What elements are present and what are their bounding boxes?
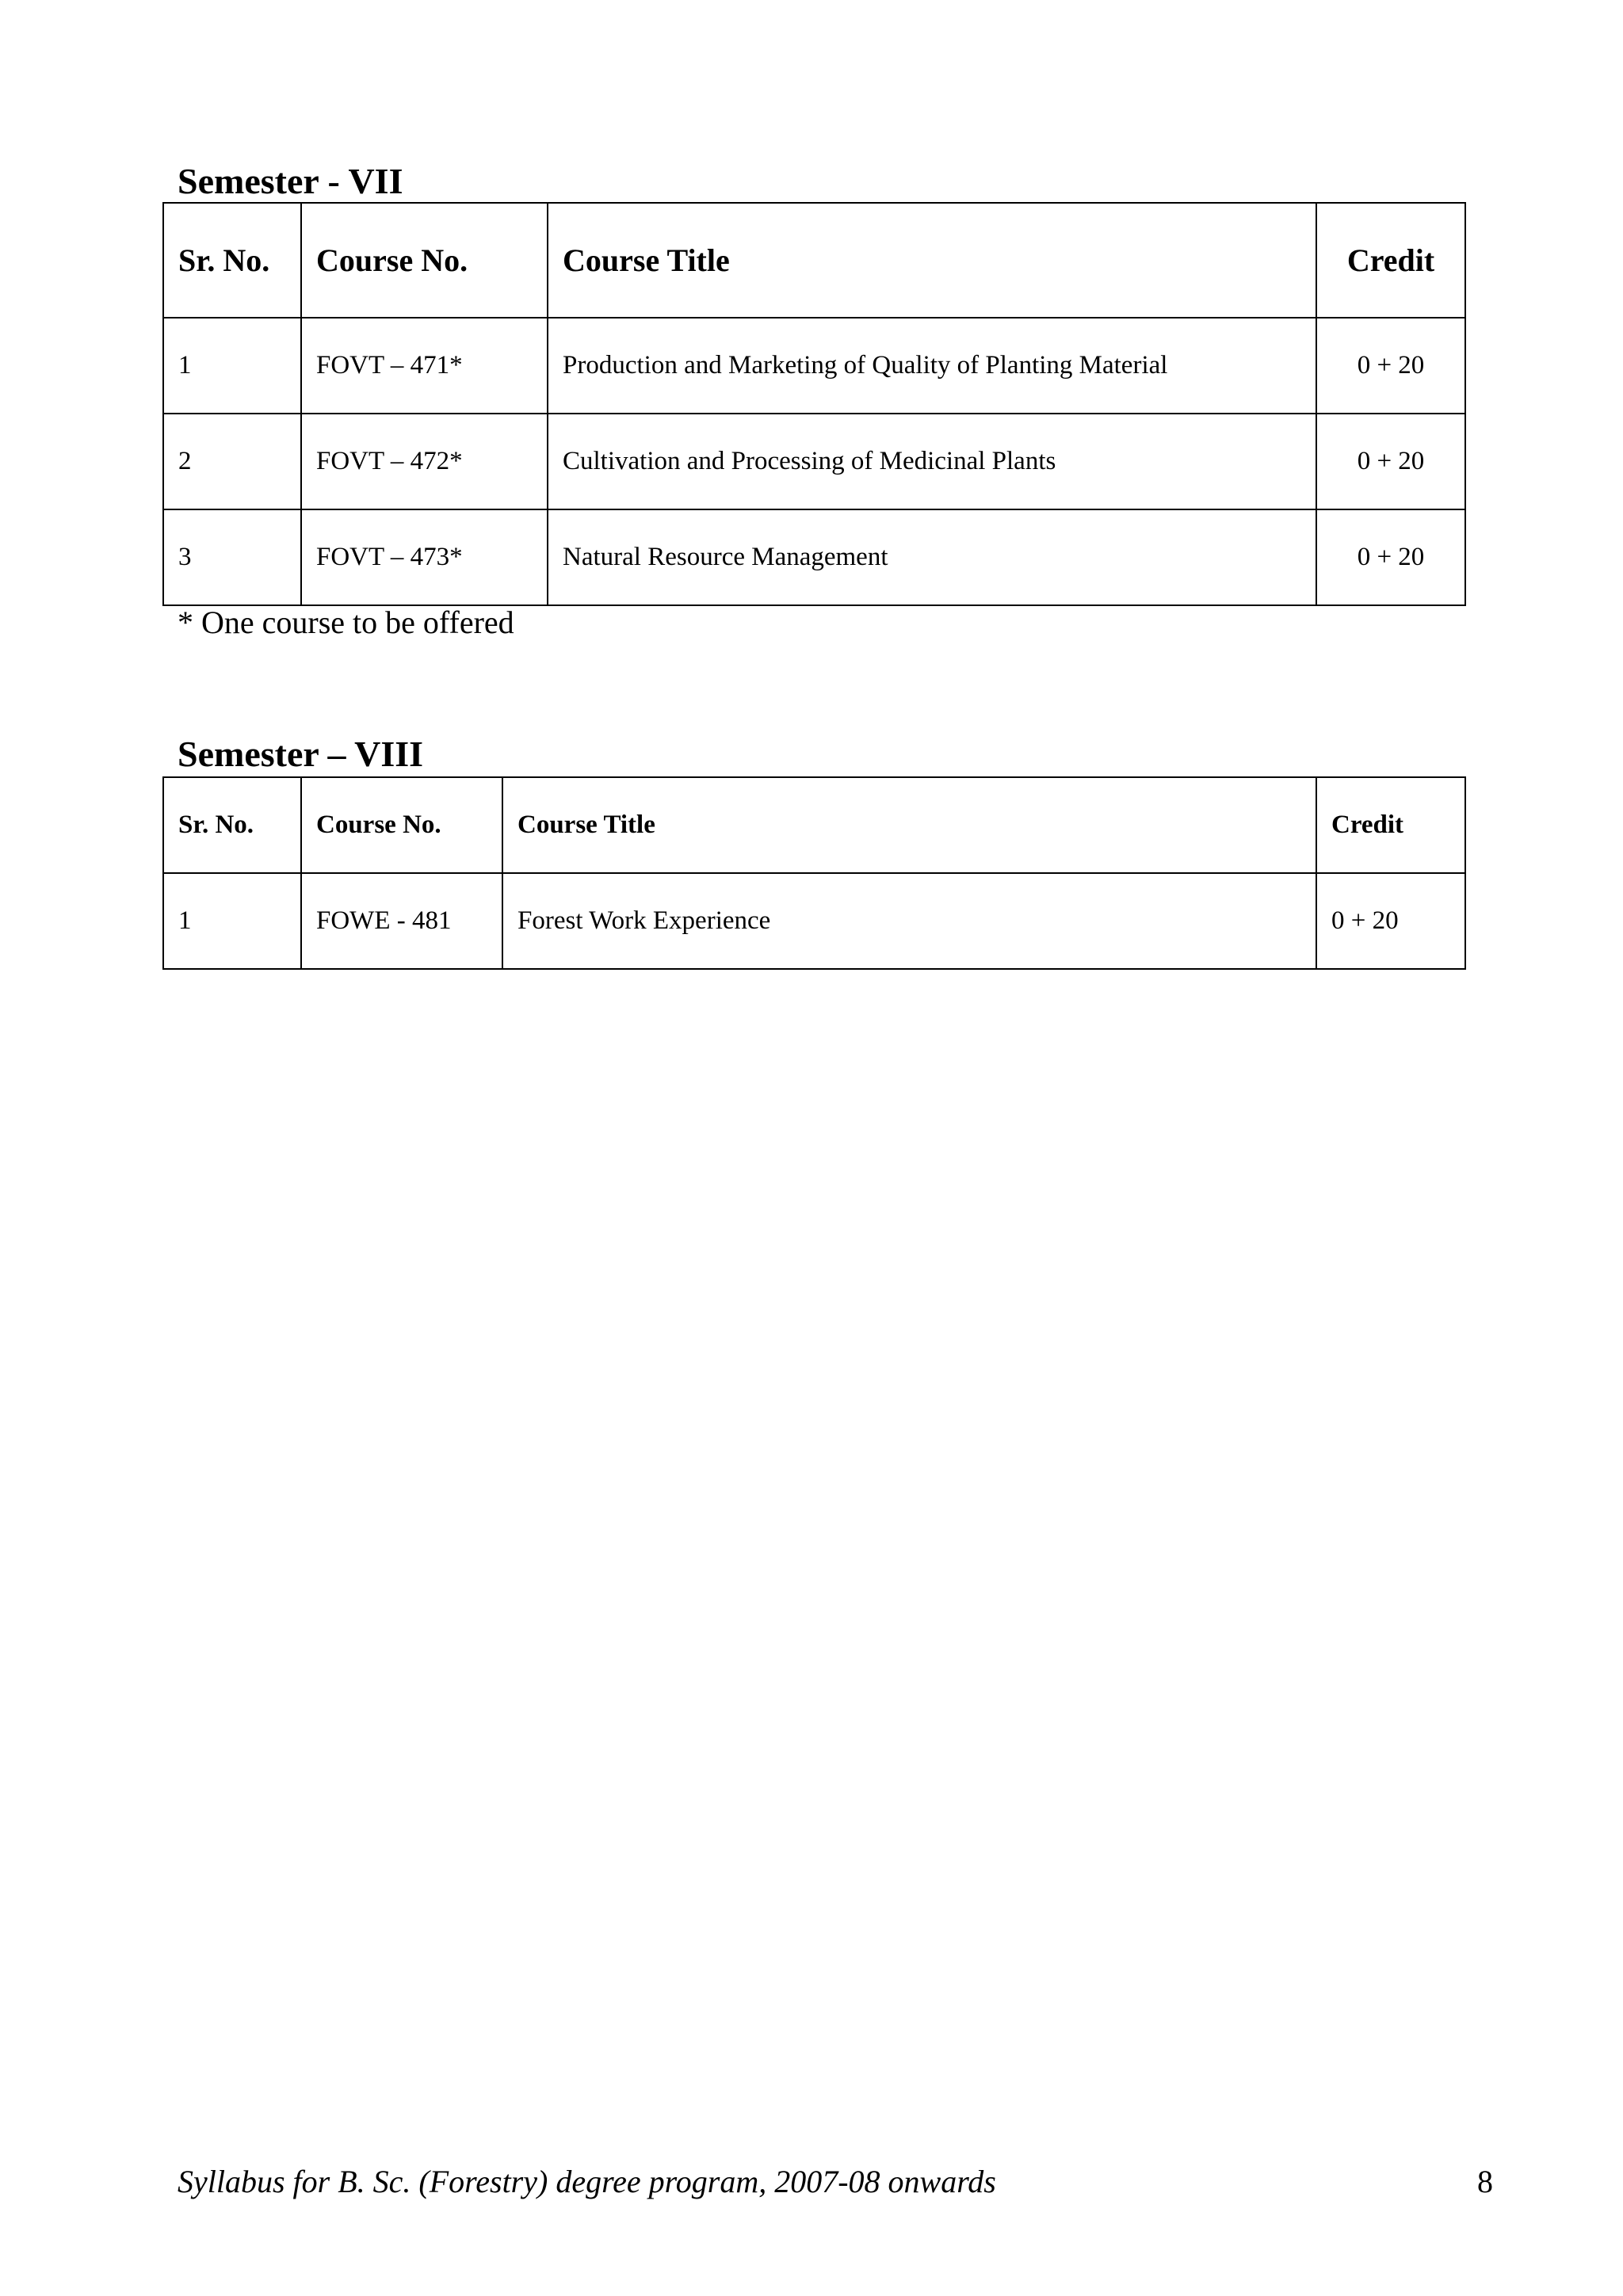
sr-no-cell: 3 xyxy=(163,509,301,605)
course-title-cell: Natural Resource Management xyxy=(548,509,1316,605)
semester-7-course-table xyxy=(162,202,1466,606)
sr-no-cell: 2 xyxy=(163,414,301,509)
table-row xyxy=(163,318,1465,414)
table-header-row xyxy=(163,203,1465,318)
credit-cell: 0 + 20 xyxy=(1316,414,1465,509)
column-header-sr-no: Sr. No. xyxy=(163,203,301,318)
table-header-row xyxy=(163,777,1465,873)
course-title-cell: Cultivation and Processing of Medicinal Plants xyxy=(548,414,1316,509)
credit-cell: 0 + 20 xyxy=(1316,318,1465,414)
course-no-cell: FOVT – 471* xyxy=(301,318,548,414)
page-number: 8 xyxy=(1477,2164,1493,2199)
column-header-credit: Credit xyxy=(1316,777,1465,873)
sr-no-cell: 1 xyxy=(163,873,301,969)
semester-8-heading: Semester – VIII xyxy=(178,734,424,774)
footnote: * One course to be offered xyxy=(178,605,514,640)
table-row xyxy=(163,509,1465,605)
semester-7-heading: Semester - VII xyxy=(178,161,403,201)
course-no-cell: FOVT – 473* xyxy=(301,509,548,605)
course-no-cell: FOWE - 481 xyxy=(301,873,502,969)
credit-cell: 0 + 20 xyxy=(1316,509,1465,605)
column-header-sr-no: Sr. No. xyxy=(163,777,301,873)
column-header-credit: Credit xyxy=(1316,203,1465,318)
course-no-cell: FOVT – 472* xyxy=(301,414,548,509)
column-header-course-title: Course Title xyxy=(548,203,1316,318)
footer-text: Syllabus for B. Sc. (Forestry) degree program, 2007-08 onwards xyxy=(178,2164,996,2199)
column-header-course-no: Course No. xyxy=(301,777,502,873)
semester-8-course-table xyxy=(162,776,1466,970)
table-row xyxy=(163,414,1465,509)
course-title-cell: Forest Work Experience xyxy=(502,873,1316,969)
column-header-course-no: Course No. xyxy=(301,203,548,318)
credit-cell: 0 + 20 xyxy=(1316,873,1465,969)
sr-no-cell: 1 xyxy=(163,318,301,414)
course-title-cell: Production and Marketing of Quality of Planting Material xyxy=(548,318,1316,414)
table-row xyxy=(163,873,1465,969)
column-header-course-title: Course Title xyxy=(502,777,1316,873)
